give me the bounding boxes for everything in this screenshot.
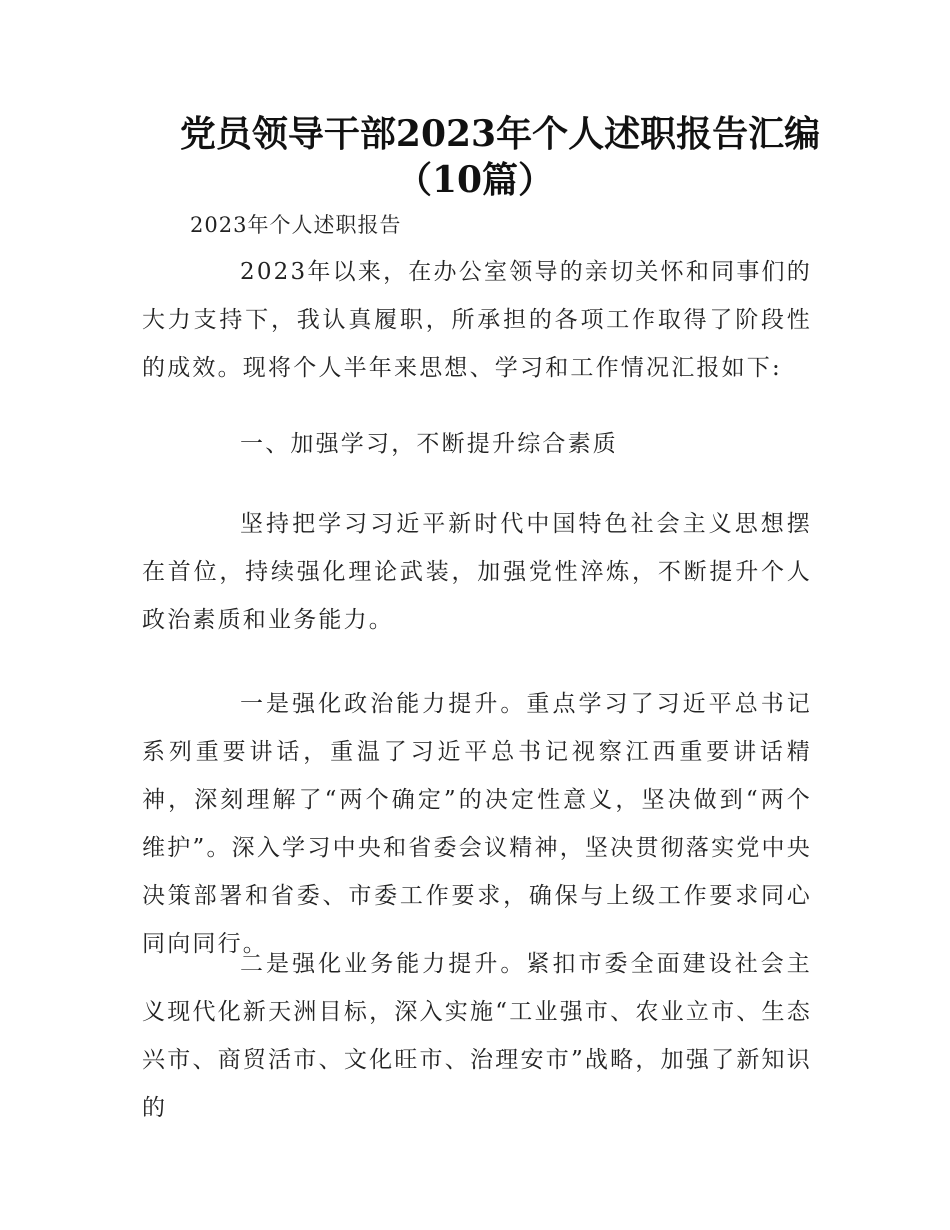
document-title-line1: 党员领导干部2023年个人述职报告汇编 [179,113,821,155]
document-subtitle: 2023年个人述职报告 [190,213,402,237]
paragraph-study: 坚持把学习习近平新时代中国特色社会主义思想摆在首位，持续强化理论武装，加强党性淬炼，不断提升个人政治素质和业务能力。 [142,511,812,633]
paragraph-business-ability: 二是强化业务能力提升。紧扣市委全面建设社会主义现代化新天洲目标，深入实施“工业强市、农业立市、生态兴市、商贸活市、文化旺市、治理安市”战略，加强了新知识的 [142,951,812,1121]
paragraph-political-ability: 一是强化政治能力提升。重点学习了习近平总书记系列重要讲话，重温了习近平总书记视察江西重要讲话精神，深刻理解了“两个确定”的决定性意义，坚决做到“两个维护”。深入学习中央和省委会议精神，坚决贯彻落实党中央决策部署和省委、市委工作要求，确保与上级工作要求同心同向同行。 [142,691,812,957]
section-heading-1: 一、加强学习，不断提升综合素质 [240,431,618,457]
document-title-line2: （10篇） [395,159,555,201]
paragraph-intro: 2023年以来，在办公室领导的亲切关怀和同事们的大力支持下，我认真履职，所承担的各项工作取得了阶段性的成效。现将个人半年来思想、学习和工作情况汇报如下: [142,259,812,381]
